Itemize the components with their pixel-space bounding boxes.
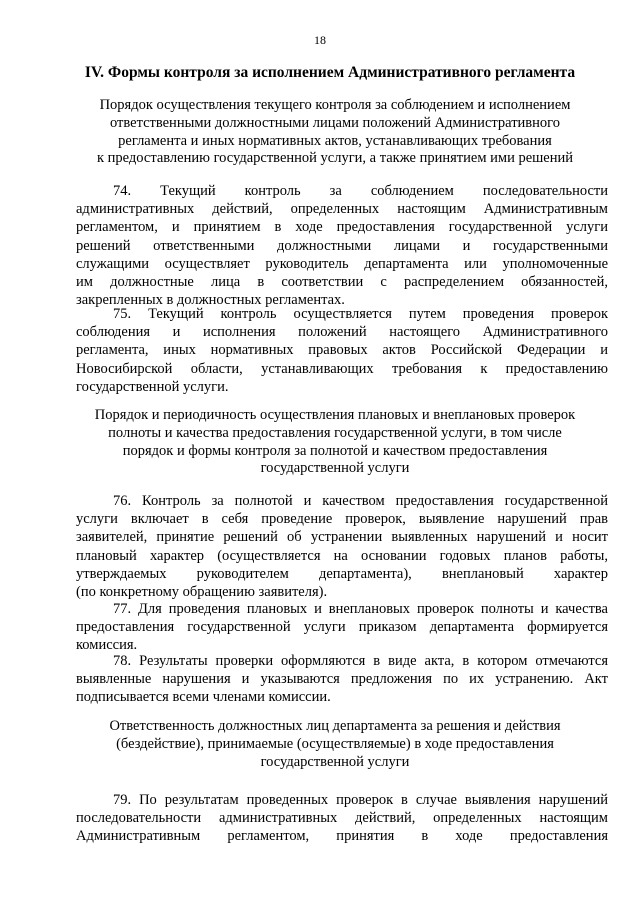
paragraph-75 [76,305,608,396]
paragraph-line: 75. Текущий контроль осуществляется путем проведения проверок [113,306,608,322]
heading-line: государственной услуги [260,460,410,477]
heading-line: (бездействие), принимаемые (осуществляемые) в ходе предоставления [116,735,554,752]
paragraph-line: им должностные лица в соответствии с распределением обязанностей, [76,273,608,290]
paragraph-line: 79. По результатам проведенных проверок в случае выявления нарушений [113,792,608,808]
paragraph-line: (по конкретному обращению заявителя). [76,583,328,600]
paragraph-line: закрепленных в должностных регламентах. [76,292,345,309]
paragraph-line: предоставления государственной услуги приказом департамента формируется [76,619,608,636]
paragraph-line: государственной услуги. [76,378,229,395]
paragraph-line: 74. Текущий контроль за соблюдением последовательности [113,183,608,199]
page-number: 18 [314,33,326,47]
subsection-heading-periodicity [70,407,600,478]
paragraph-line: регламента, иных нормативных правовых актов Российской Федерации и [76,342,608,359]
paragraph-line: Новосибирской области, устанавливающих требования к предоставлению [76,360,608,377]
section-title: IV. Формы контроля за исполнением Административного регламента [84,64,576,81]
paragraph-line: 76. Контроль за полнотой и качеством предоставления государственной [113,493,608,509]
heading-line: ответственными должностными лицами положений Административного [109,114,560,131]
paragraph-line: заявителей, принятие решений об устранении выявленных нарушений и носит [76,529,608,546]
paragraph-line: последовательности административных действий, определенных настоящим [76,810,608,827]
heading-line: Порядок и периодичность осуществления плановых и внеплановых проверок [94,407,576,423]
heading-line: Порядок осуществления текущего контроля за соблюдением и исполнением [99,97,571,113]
paragraph-line: комиссия. [76,637,138,654]
paragraph-line: подписывается всеми членами комиссии. [76,689,331,706]
paragraph-line: регламентом, и принятием в ходе предоставления государственной услуги [76,219,608,236]
paragraph-line: 77. Для проведения плановых и внеплановых проверок полноты и качества [113,601,608,617]
heading-line: Ответственность должностных лиц департамента за решения и действия [109,718,561,734]
heading-line: к предоставлению государственной услуги, а также принятием ими решений [96,150,574,167]
heading-line: государственной услуги [260,753,410,770]
subsection-heading-responsibility [70,718,600,771]
paragraph-line: соблюдения и исполнения положений настоящего Административного [76,324,608,341]
paragraph-line: выявленные нарушения и указываются предложения по их устранению. Акт [76,671,608,688]
paragraph-77 [76,600,608,655]
heading-line: полноты и качества предоставления государственной услуги, в том числе [108,424,562,441]
paragraph-74 [76,182,608,309]
paragraph-line: служащими осуществляет руководитель департамента или уполномоченные [76,255,608,272]
paragraph-76 [76,492,608,601]
paragraph-line: административных действий, определенных настоящим Административным [76,201,608,218]
paragraph-line: услуги включает в себя проведение проверок, выявление нарушений прав [76,511,608,528]
paragraph-78 [76,652,608,707]
paragraph-line: плановый характер (осуществляется на основании годовых планов работы, [76,547,608,564]
heading-line: регламента и иных нормативных актов, устанавливающих требования [118,132,552,149]
paragraph-79 [76,791,608,846]
paragraph-line: решений ответственными должностными лицами и государственными [76,237,608,254]
paragraph-line: Административным регламентом, принятия в ходе предоставления [76,828,608,845]
paragraph-line: 78. Результаты проверки оформляются в виде акта, в котором отмечаются [113,653,608,669]
heading-line: порядок и формы контроля за полнотой и качеством предоставления [122,442,548,459]
paragraph-line: утверждаемых руководителем департамента), внеплановый характер [76,565,608,582]
subsection-heading-current-control [70,97,600,168]
